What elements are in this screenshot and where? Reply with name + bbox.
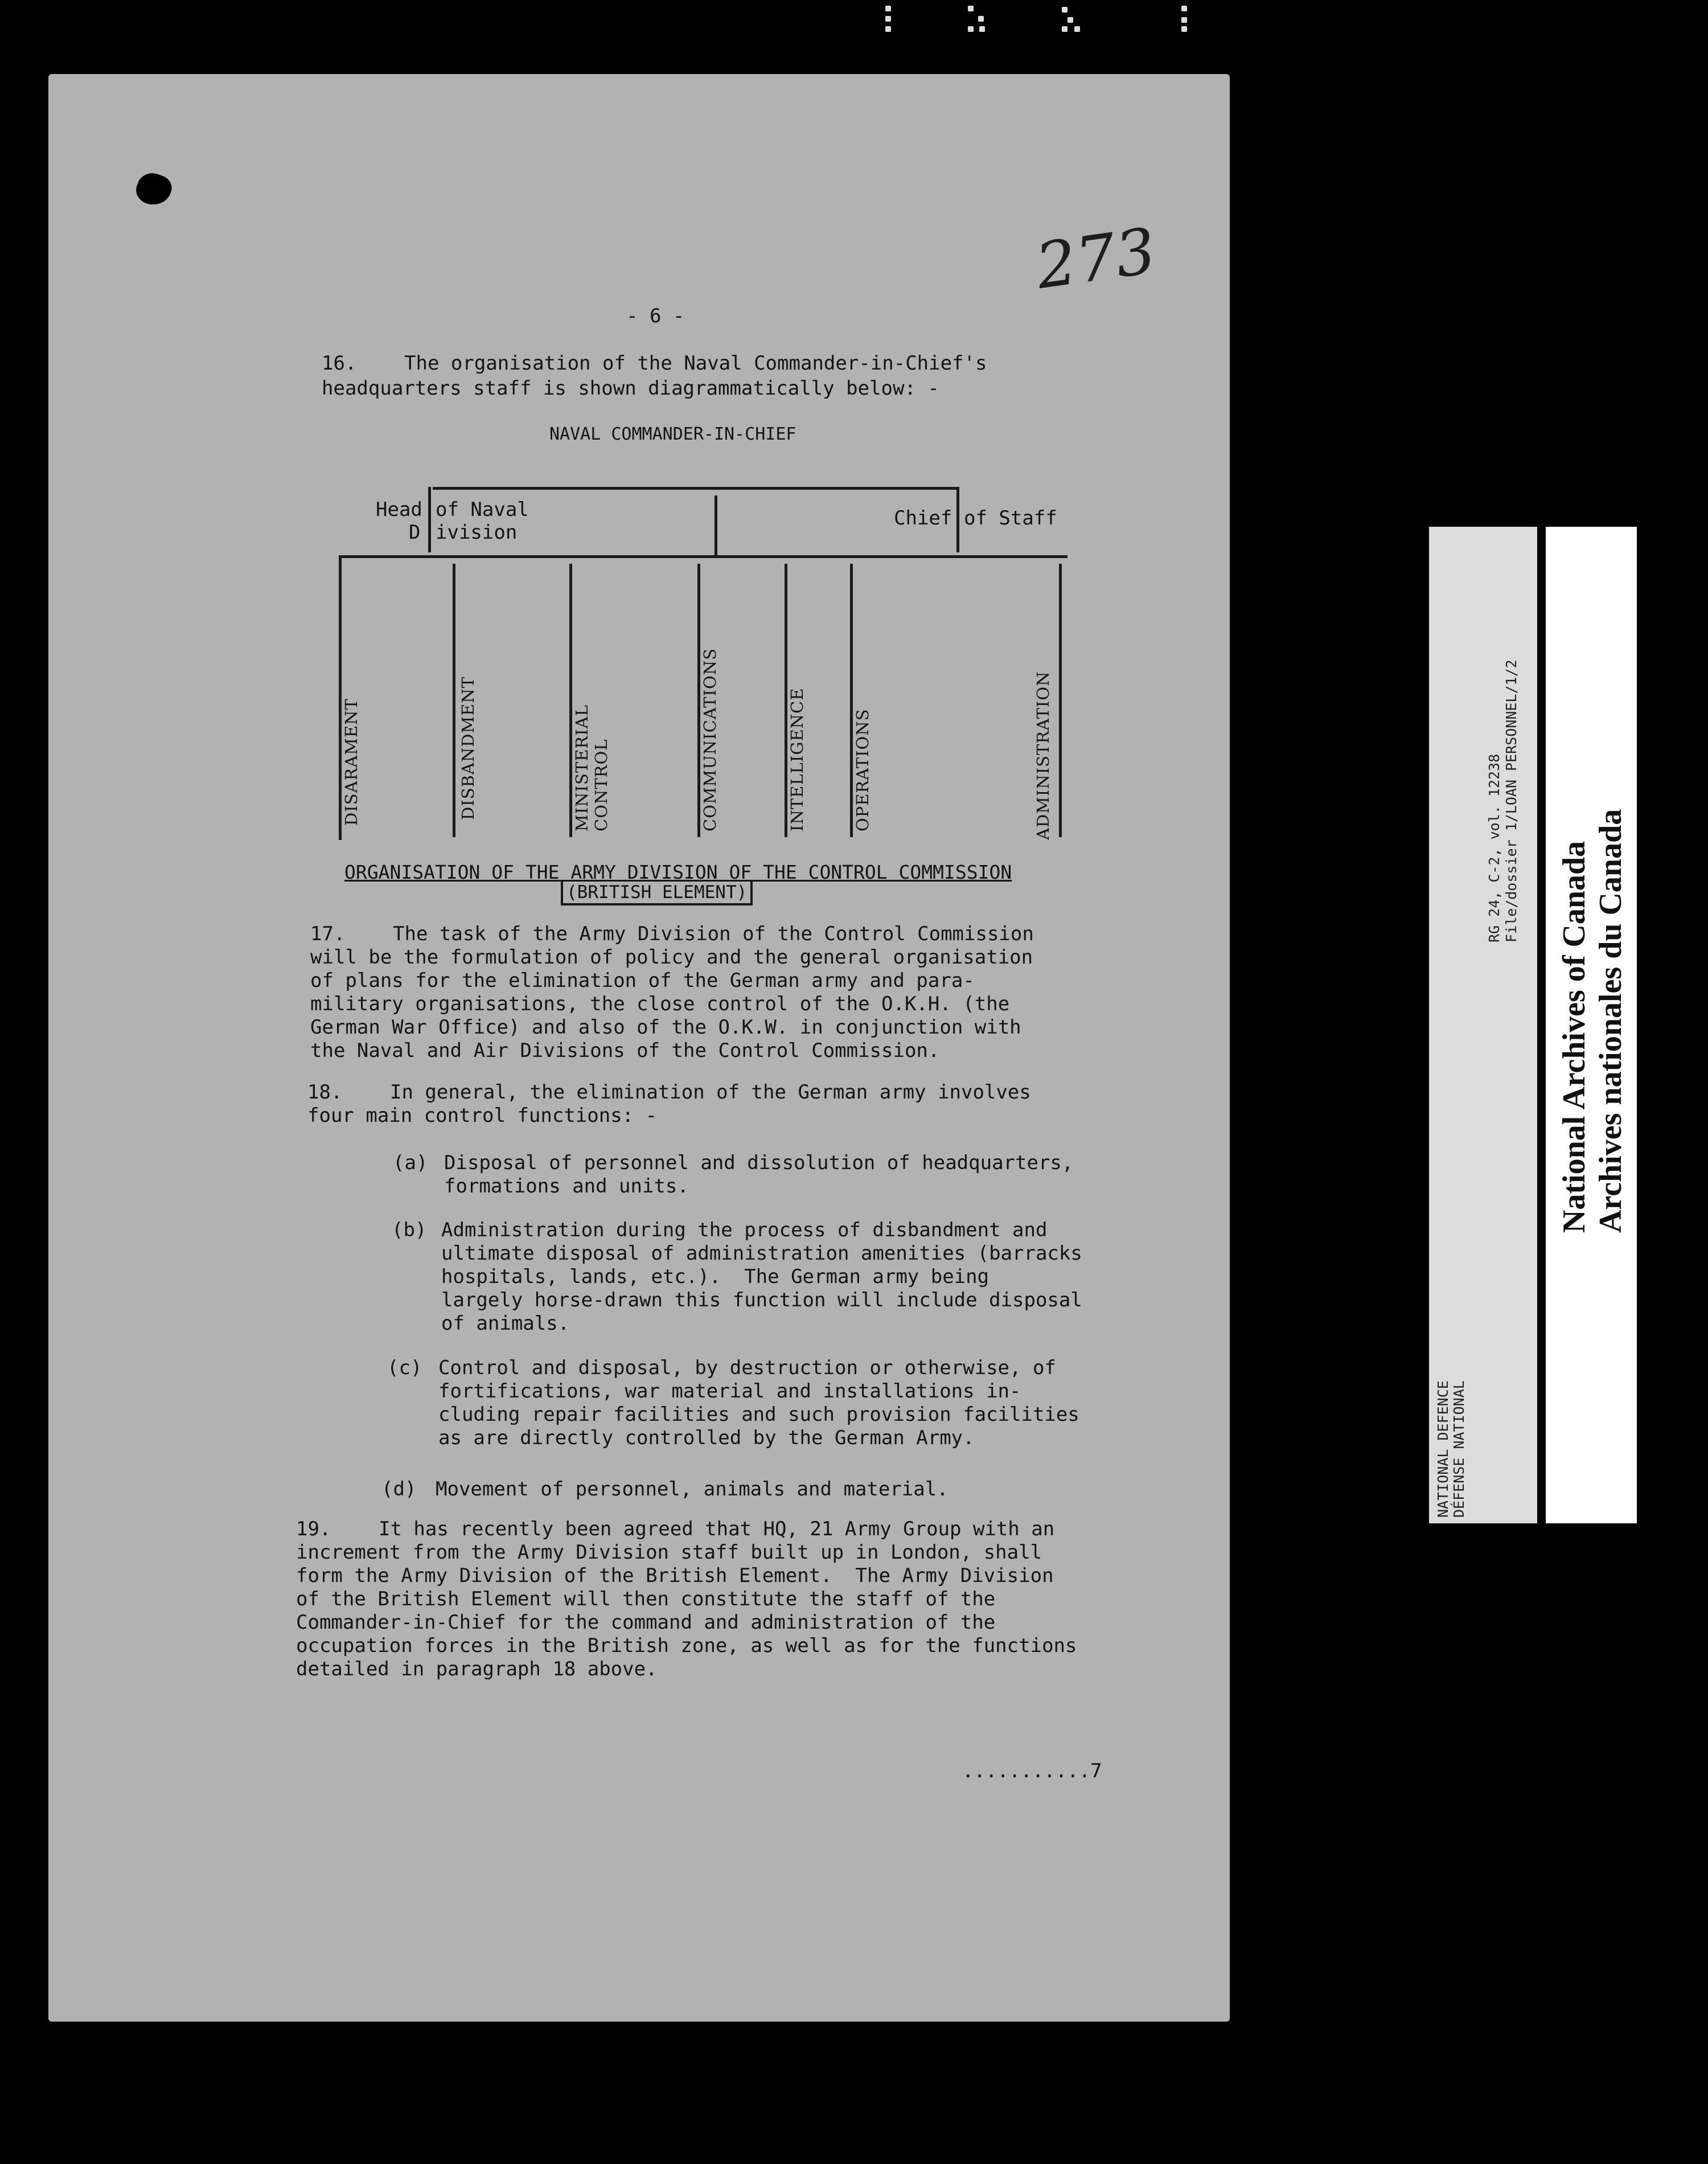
- dept-administration: ADMINISTRATION: [1033, 671, 1053, 840]
- para17-line: The task of the Army Division of the Control Commission: [393, 923, 1034, 945]
- item-a-line: Disposal of personnel and dissolution of headquarters,: [444, 1151, 1074, 1174]
- para19-number: 19.: [296, 1518, 331, 1540]
- chart-dept-line: [339, 555, 1068, 558]
- chart-line: [956, 487, 959, 552]
- item-b-line: ultimate disposal of administration amenities (barracks: [441, 1242, 1082, 1265]
- film-mark: [1181, 0, 1216, 34]
- para17-line: military organisations, the close control of the O.K.H. (the: [310, 993, 1010, 1015]
- section-heading-line1: ORGANISATION OF THE ARMY DIVISION OF THE CONTROL COMMISSION: [344, 861, 1012, 883]
- chart-top-line: [433, 487, 959, 490]
- para17-line: of plans for the elimination of the German army and para-: [310, 969, 975, 992]
- item-c-line: cluding repair facilities and such provision facilities: [438, 1403, 1079, 1426]
- film-mark: [885, 0, 919, 34]
- item-b-line: Administration during the process of disbandment and: [441, 1219, 1048, 1241]
- para18-line: four main control functions: -: [307, 1104, 658, 1127]
- dept-disbandment: DISBANDMENT: [458, 676, 478, 820]
- para17-line: will be the formulation of policy and the general organisation: [310, 946, 1033, 969]
- para17-number: 17.: [310, 923, 346, 945]
- item-b-line: largely horse-drawn this function will include disposal: [441, 1289, 1082, 1311]
- chart-line: [428, 487, 431, 552]
- para19-line: occupation forces in the British zone, as well as for the functions: [296, 1634, 1077, 1657]
- item-a-line: formations and units.: [444, 1175, 689, 1198]
- para19-line: Commander-in-Chief for the command and administration of the: [296, 1611, 996, 1634]
- dept-disarmament: DISARAMENT: [342, 698, 361, 826]
- para19-line: It has recently been agreed that HQ, 21 Army Group with an: [379, 1518, 1055, 1540]
- item-b-label: (b): [392, 1219, 427, 1241]
- institution-line2: Archives nationales du Canada: [1593, 809, 1628, 1233]
- dept-operations: OPERATIONS: [853, 708, 872, 831]
- item-c-line: fortifications, war material and installations in-: [438, 1380, 1021, 1403]
- archive-institution-stamp: [1546, 527, 1637, 1523]
- item-c-line: as are directly controlled by the German Army.: [438, 1427, 975, 1449]
- para18-line: In general, the elimination of the German army involves: [390, 1081, 1031, 1104]
- item-d-line: Movement of personnel, animals and material.: [436, 1478, 949, 1501]
- para19-line: of the British Element will then constitute the staff of the: [296, 1588, 996, 1610]
- film-mark: [968, 0, 1002, 34]
- item-c-label: (c): [387, 1356, 422, 1379]
- handwritten-folio-number: 273: [1032, 214, 1160, 303]
- reference-line1: RG 24, C-2, vol. 12238: [1486, 753, 1502, 942]
- para16-number: 16.: [322, 352, 357, 375]
- para16-line2: headquarters staff is shown diagrammatically below: -: [322, 377, 939, 400]
- para19-line: form the Army Division of the British Element. The Army Division: [296, 1564, 1054, 1587]
- chief-label-2: of Staff: [964, 507, 1057, 530]
- department-line2: DÉFENSE NATIONAL: [1451, 1380, 1467, 1518]
- para17-line: the Naval and Air Divisions of the Control Commission.: [310, 1039, 940, 1062]
- org-chart-title: NAVAL COMMANDER-IN-CHIEF: [549, 424, 796, 444]
- item-b-line: hospitals, lands, etc.). The German army being: [441, 1265, 990, 1288]
- para16-line1: The organisation of the Naval Commander-in-Chief's: [404, 352, 987, 375]
- head-label-1: Head: [376, 498, 422, 521]
- continuation-marker: ...........7: [962, 1760, 1102, 1782]
- reference-line2: File/dossier 1/LOAN PERSONNEL/1/2: [1503, 659, 1520, 942]
- para17-line: German War Office) and also of the O.K.W. in conjunction with: [310, 1016, 1021, 1039]
- film-mark: [1062, 0, 1096, 34]
- chief-label-1: Chief: [894, 507, 952, 530]
- para19-line: detailed in paragraph 18 above.: [296, 1658, 658, 1681]
- archive-reference-stamp: [1429, 527, 1537, 1523]
- para18-number: 18.: [307, 1081, 343, 1104]
- item-b-line: of animals.: [441, 1312, 570, 1335]
- chart-line: [453, 564, 455, 837]
- head-label-2: D: [409, 521, 421, 544]
- section-heading-line2: (BRITISH ELEMENT): [561, 882, 753, 905]
- chart-line: [715, 495, 717, 555]
- dept-communications: COMMUNICATIONS: [700, 648, 720, 831]
- item-d-label: (d): [381, 1478, 417, 1501]
- chart-line: [1059, 564, 1062, 837]
- department-line1: NATIONAL DEFENCE: [1435, 1380, 1451, 1518]
- head-label-3: of Naval: [436, 498, 529, 521]
- para19-line: increment from the Army Division staff built up in London, shall: [296, 1541, 1042, 1564]
- dept-ministerial-control: MINISTERIAL CONTROL: [572, 704, 611, 831]
- institution-line1: National Archives of Canada: [1557, 841, 1592, 1233]
- page-number: - 6 -: [626, 305, 685, 327]
- head-label-4: ivision: [436, 521, 518, 544]
- item-c-line: Control and disposal, by destruction or otherwise, of: [438, 1356, 1056, 1379]
- item-a-label: (a): [393, 1151, 428, 1174]
- dept-intelligence: INTELLIGENCE: [787, 687, 807, 831]
